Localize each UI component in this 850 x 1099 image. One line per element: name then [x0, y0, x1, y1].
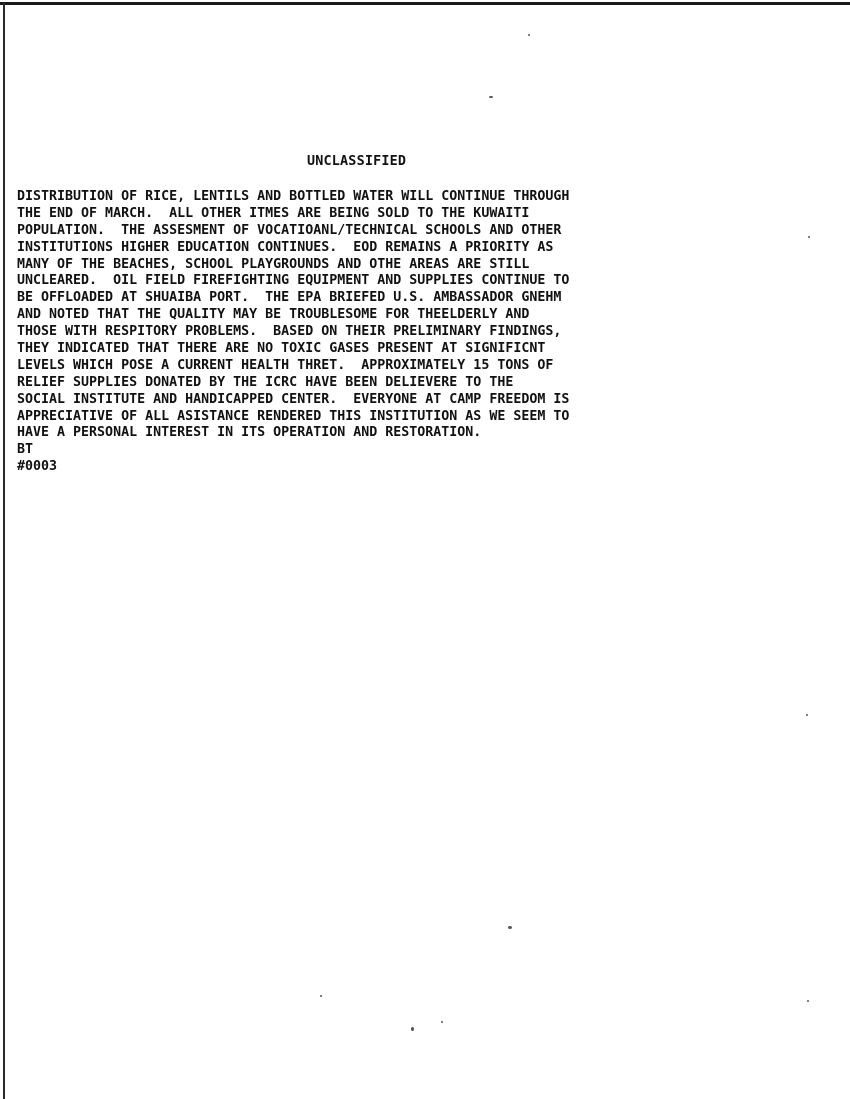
scan-speck — [489, 96, 493, 98]
body-line: APPRECIATIVE OF ALL ASISTANCE RENDERED THIS INSTITUTION AS WE SEEM TO — [17, 408, 570, 424]
scan-speck — [411, 1027, 414, 1031]
body-line: RELIEF SUPPLIES DONATED BY THE ICRC HAVE BEEN DELIEVERE TO THE — [17, 374, 514, 390]
body-line: HAVE A PERSONAL INTEREST IN ITS OPERATION AND RESTORATION. — [17, 425, 482, 441]
scan-speck — [528, 34, 530, 36]
scan-speck — [808, 236, 810, 238]
scan-speck — [441, 1021, 443, 1023]
classification-marking: UNCLASSIFIED — [307, 154, 407, 169]
top-border-rule — [0, 2, 850, 5]
body-line: MANY OF THE BEACHES, SCHOOL PLAYGROUNDS AND OTHE AREAS ARE STILL — [17, 256, 530, 272]
message-body — [17, 189, 569, 476]
body-line: INSTITUTIONS HIGHER EDUCATION CONTINUES. EOD REMAINS A PRIORITY AS — [17, 239, 554, 255]
body-line: SOCIAL INSTITUTE AND HANDICAPPED CENTER. EVERYONE AT CAMP FREEDOM IS — [17, 391, 570, 407]
message-number: #0003 — [17, 459, 58, 475]
scan-speck — [807, 1000, 809, 1002]
body-line: DISTRIBUTION OF RICE, LENTILS AND BOTTLED WATER WILL CONTINUE THROUGH — [17, 189, 570, 204]
break-marker: BT — [17, 442, 34, 458]
left-border-rule — [3, 2, 5, 1099]
scan-speck — [508, 926, 512, 929]
scan-speck — [320, 995, 322, 997]
body-line: AND NOTED THAT THE QUALITY MAY BE TROUBLESOME FOR THEELDERLY AND — [17, 307, 530, 323]
scan-speck — [806, 714, 808, 716]
body-line: BE OFFLOADED AT SHUAIBA PORT. THE EPA BRIEFED U.S. AMBASSADOR GNEHM — [17, 290, 562, 306]
body-line: THOSE WITH RESPITORY PROBLEMS. BASED ON THEIR PRELIMINARY FINDINGS, — [17, 324, 562, 340]
body-line: LEVELS WHICH POSE A CURRENT HEALTH THRET. APPROXIMATELY 15 TONS OF — [17, 357, 554, 373]
body-line: UNCLEARED. OIL FIELD FIREFIGHTING EQUIPMENT AND SUPPLIES CONTINUE TO — [17, 273, 570, 289]
body-line: POPULATION. THE ASSESMENT OF VOCATIOANL/TECHNICAL SCHOOLS AND OTHER — [17, 222, 562, 238]
body-line: THE END OF MARCH. ALL OTHER ITMES ARE BEING SOLD TO THE KUWAITI — [17, 205, 530, 221]
body-line: THEY INDICATED THAT THERE ARE NO TOXIC GASES PRESENT AT SIGNIFICNT — [17, 341, 546, 357]
